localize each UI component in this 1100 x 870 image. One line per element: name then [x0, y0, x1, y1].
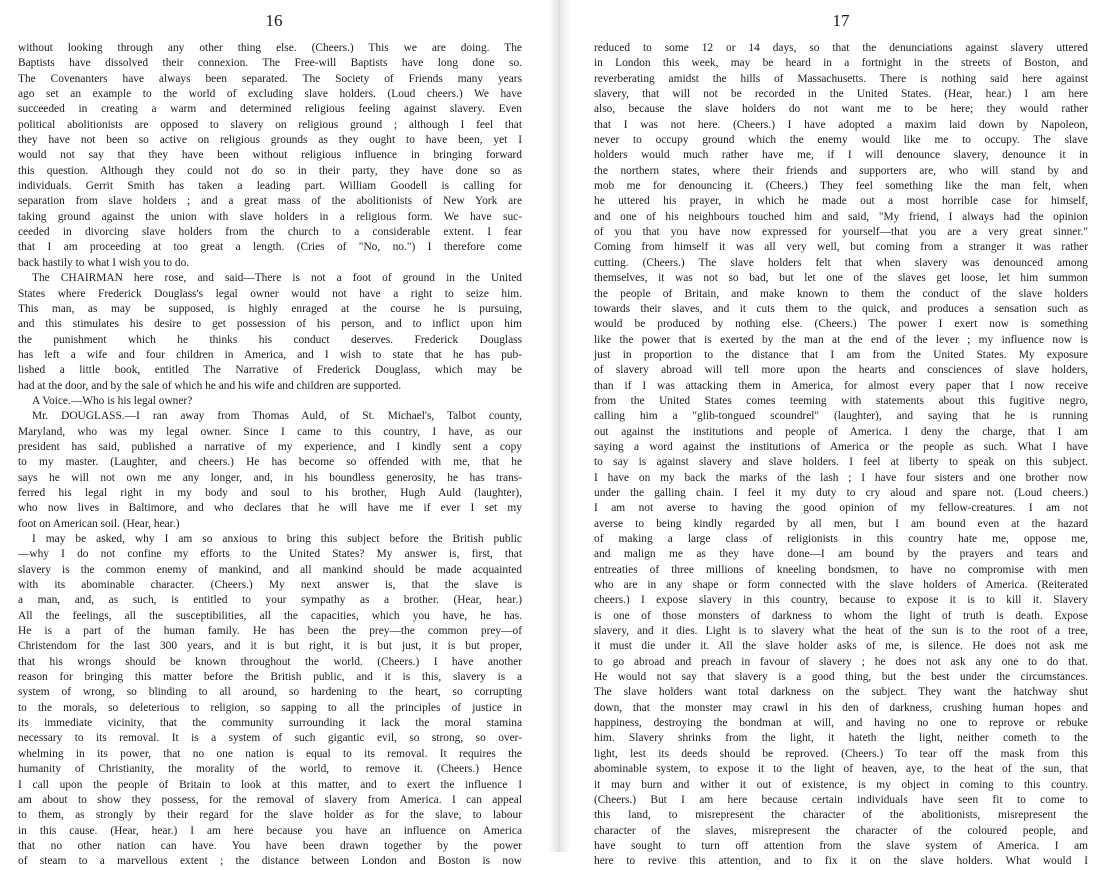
- text-line: calling him a "glib-tongued scoundrel" (laughter), and saying that he is running: [594, 410, 1088, 423]
- text-line: that no other nation can have. You have been drawn together by the power: [18, 839, 522, 852]
- text-line: of you that you have now expressed for yourself—that you are a very great sinner.": [594, 226, 1088, 239]
- text-line: succeeded in creating a warm and determined religious feeling against slavery. Even: [18, 103, 522, 116]
- text-line: a man, and, as such, is entitled to your sympathy as a brother. (Hear, hear.): [18, 594, 522, 607]
- text-line: slavery, that will not be recorded in the United States. (Hear, hear.) I am here: [594, 88, 1088, 101]
- text-line: He is a part of the human family. He has been the prey—the common prey—of: [18, 625, 522, 638]
- text-line: of steam to a marvellous extent ; the distance between London and Boston is now: [18, 855, 522, 868]
- page-number-left: 16: [265, 11, 283, 30]
- text-line: never to occupy ground which the enemy would like me to occupy. The slave: [594, 134, 1088, 147]
- text-line: lished a little book, entitled The Narrative of Frederick Douglass, which may be: [18, 364, 522, 377]
- text-line: I am not averse to having the good opinion of my fellow-creatures. I am not: [594, 502, 1088, 515]
- text-line: foot on American soil. (Hear, hear.): [18, 517, 180, 530]
- text-line: Mr. DOUGLASS.—I ran away from Thomas Auld, of St. Michael's, Talbot county,: [32, 410, 522, 423]
- text-line: cheers.) I expose slavery in this country, because to expose it is to kill it. Slavery: [594, 594, 1088, 607]
- right-page-text: [594, 41, 1088, 870]
- text-line: to them, as strongly by their regard for the slave holder as for the slave, to labour: [18, 809, 522, 822]
- text-line: than if I was attacking them in America, for almost every paper that I now receive: [594, 379, 1088, 392]
- text-line: ceeded in divorcing slave holders from the church to a considerable extent. I fear: [18, 226, 522, 239]
- text-line: with its abominable character. (Cheers.) My next answer is, that the slave is: [18, 579, 522, 592]
- text-line: I have on my back the marks of the lash ; I have four sisters and one brother now: [594, 471, 1088, 484]
- text-line: slavery, and it dies. Light is to slavery what the heat of the sun is to the root of a tree,: [594, 625, 1088, 638]
- text-line: to say is against slavery and slave holders. I feel at liberty to speak on this subject.: [594, 456, 1088, 469]
- text-line: whelming in its power, that no one nation is equal to its removal. It requires the: [18, 747, 522, 760]
- text-line: that I was not here. (Cheers.) I have adopted a maxim laid down by Napoleon,: [594, 118, 1088, 131]
- text-line: The Covenanters have always been separated. The Society of Friends many years: [18, 72, 522, 85]
- text-line: saying a word against the institutions of America or the people as such. What I have: [594, 440, 1088, 453]
- text-line: reduced to some 12 or 14 days, so that the denunciations against slavery uttered: [594, 42, 1088, 54]
- left-page-text: [18, 41, 522, 870]
- text-line: I may be asked, why I am so anxious to bring this subject before the British public: [32, 533, 522, 545]
- text-line: to go abroad and preach in favour of slavery ; he does not ask any one to do that.: [594, 655, 1088, 668]
- text-line: back hastily to what I wish you to do.: [18, 256, 190, 269]
- page-number-right: 17: [832, 11, 850, 30]
- book-gutter: [548, 0, 570, 852]
- text-line: averse to being kindly regarded by all men, but I am bound even at the hazard: [594, 517, 1088, 530]
- text-line: would not say that they have been without religious influence in bringing forward: [18, 149, 522, 162]
- text-line: Baptists have dissolved their connexion. The Free-will Baptists have long done so.: [18, 57, 522, 70]
- text-line: taking ground against the union with slave holders in a religious form. We have suc-: [18, 210, 522, 223]
- text-line: holders would much rather have me, if I will denounce slavery, denounce it in: [594, 149, 1088, 162]
- text-line: has left a wife and four children in America, and I wish to state that he has pub-: [18, 348, 522, 361]
- text-line: This man, as may be supposed, is highly enraged at the course he is pursuing,: [18, 302, 522, 315]
- text-line: of making a large class of religionists in this country hate me, oppose me,: [594, 533, 1088, 545]
- text-line: it may burn and wither it out of existence, is my object in coming to this country.: [594, 778, 1088, 791]
- text-line: (Cheers.) But I am here because certain individuals have seen fit to come to: [594, 793, 1088, 806]
- text-line: have sought to turn off attention from the slave system of America. I am: [594, 839, 1088, 852]
- text-line: to the morals, so deleterious to religion, so sapping to all the principles of justice in: [18, 701, 522, 714]
- text-line: reverberating amidst the hills of Massachusetts. There is nothing said here against: [594, 72, 1088, 85]
- text-line: am about to show they possess, for the removal of slavery from America. I can appeal: [18, 793, 522, 806]
- text-line: The CHAIRMAN here rose, and said—There is not a foot of ground in the United: [32, 272, 522, 285]
- right-page: [594, 0, 1088, 868]
- text-line: from the United States comes teeming with statements about this fugitive negro,: [594, 394, 1088, 407]
- text-line: here to revive this attention, and to fix it on the slave holders. What would I: [594, 855, 1088, 868]
- text-line: political abolitionists are opposed to slavery on religious ground ; although I feel that: [18, 118, 522, 131]
- text-line: he uttered his prayer, in which he made out a most horrible case for himself,: [594, 195, 1088, 208]
- text-line: light, lest its deeds should be reproved. (Cheers.) To tear off the mask from this: [594, 747, 1088, 760]
- text-line: He would not say that slavery is a good thing, but the best under the circumstances.: [594, 671, 1088, 684]
- text-line: necessary to its removal. It is a system of such gigantic evil, so strong, so over-: [18, 732, 522, 745]
- text-line: ago set an example to the world of excluding slave holders. (Loud cheers.) We have: [18, 88, 522, 101]
- text-line: who are in any shape or form connected with the slave holders of America. (Reiterated: [594, 579, 1088, 592]
- text-line: towards their slaves, and it cuts them to the quick, and produces a sensation such as: [594, 302, 1088, 315]
- text-line: him. Slavery shrinks from the light, it hateth the light, neither cometh to the: [594, 732, 1088, 745]
- text-line: Christendom for the last 300 years, and it is but right, it is but just, it is but proper,: [18, 640, 522, 653]
- text-line: president has said, published a narrative of my experience, and I kindly sent a copy: [18, 440, 522, 453]
- text-line: that his wrongs should be known throughout the world. (Cheers.) I have another: [18, 655, 522, 668]
- text-line: —why I do not confine my efforts to the United States? My answer is, first, that: [18, 548, 522, 561]
- text-line: Coming from himself it was all very well, but coming from a stranger it was rather: [594, 241, 1088, 254]
- text-line: happiness, destroying the bondman at will, and having no one to reprove or rebuke: [594, 717, 1088, 730]
- text-line: of slavery abroad will tell more upon the hearts and consciences of slave holders,: [594, 364, 1088, 377]
- text-line: themselves, it was not so bad, but let one of the slaves get loose, let him summon: [594, 272, 1088, 285]
- text-line: this land, to misrepresent the character of the abolitionists, misrepresent the: [594, 809, 1088, 822]
- text-line: also, because the slave holders do not want me to be here; they would rather: [594, 103, 1088, 116]
- text-line: is one of those monsters of darkness to whom the light of truth is death. Expose: [594, 609, 1088, 622]
- text-line: character of the slaves, misrepresent the character of the coloured people, and: [594, 824, 1088, 837]
- text-line: its immediate vicinity, that the community surrounding it lack the moral stamina: [18, 717, 522, 730]
- text-line: States where Frederick Douglass's legal owner would not have a right to seize him.: [18, 287, 522, 300]
- text-line: this question. Although they could not do so in their party, they have done so as: [18, 164, 522, 177]
- text-line: I call upon the people of Britain to look at this matter, and to exert the influence I: [18, 778, 522, 791]
- text-line: separation from slave holders ; and a great mass of the abolitionists of New York are: [18, 195, 522, 208]
- text-line: it must die under it. All the slave holder asks of me, is silence. He does not ask me: [594, 640, 1088, 653]
- text-line: and malign me as they have done—I am bound by the prayers and tears and: [594, 548, 1088, 561]
- text-line: system of wrong, so blinding to all around, so hardening to the heart, so corrupting: [18, 686, 522, 699]
- text-line: would be produced by nothing else. (Cheers.) The power I exert now is something: [594, 318, 1088, 331]
- text-line: ferred his legal right in my body and soul to his brother, Hugh Auld (laughter),: [18, 486, 522, 499]
- text-line: and one of his neighbours touched him and said, "My friend, I always had the opinion: [594, 210, 1088, 223]
- text-line: A Voice.—Who is his legal owner?: [32, 394, 193, 407]
- text-line: that I am proceeding at too great a length. (Cries of "No, no.") I therefore come: [18, 241, 522, 254]
- text-line: in London this week, may be heard in a fortnight in the streets of Boston, and: [594, 57, 1088, 70]
- left-page: [18, 0, 522, 868]
- text-line: Maryland, who was my legal owner. Since I came to this country, I have, as our: [18, 425, 522, 438]
- text-line: cutting. (Cheers.) The slave holders felt that when slavery was denounced among: [594, 256, 1088, 269]
- text-line: out against the institutions and people of America. I deny the charge, that I am: [594, 425, 1088, 438]
- text-line: All the feelings, all the susceptibilities, all the capacities, which you have, he has.: [18, 609, 522, 622]
- text-line: just in proportion to the distance that I am from the United States. My exposure: [594, 348, 1088, 361]
- text-line: slavery is the common enemy of mankind, and all mankind should be made acquainted: [18, 563, 522, 576]
- text-line: entreaties of three millions of kneeling bondsmen, to have no compromise with men: [594, 563, 1088, 576]
- text-line: mob me for denouncing it. (Cheers.) They feel something like the man felt, when: [594, 180, 1088, 193]
- text-line: The slave holders want total darkness on the subject. They want the hatchway shut: [594, 686, 1088, 699]
- text-line: the punishment which he thinks his conduct deserves. Frederick Douglass: [18, 333, 522, 346]
- text-line: under the galling chain. I feel it my duty to cry aloud and spare not. (Loud cheers.): [594, 486, 1088, 499]
- text-line: who now lives in Baltimore, and who declares that he will have me if ever I set my: [18, 502, 522, 515]
- text-line: reason for bringing this matter before the British public, and it is this, slavery is a: [18, 671, 522, 684]
- text-line: abominable system, to expose it to the light of heaven, aye, to the heat of the sun, that: [594, 763, 1088, 776]
- text-line: down, that the monster may crawl in his den of darkness, crushing human hopes and: [594, 701, 1088, 714]
- text-line: individuals. Gerrit Smith has taken a leading part. William Goodell is calling for: [18, 180, 522, 193]
- text-line: the northern states, where their friends and supporters are, who will stand by and: [594, 164, 1088, 177]
- text-line: had at the door, and by the sale of which he and his wife and children are supported.: [18, 379, 402, 392]
- text-line: humanity of Christianity, the morality of the world, to remove it. (Cheers.) Hence: [18, 763, 522, 776]
- text-line: they have not been so active on religious grounds as they ought to have been, yet I: [18, 134, 522, 147]
- text-line: to my master. (Laughter, and cheers.) He has become so offended with me, that he: [18, 456, 522, 469]
- text-line: without looking through any other thing else. (Cheers.) This we are doing. The: [18, 42, 522, 54]
- text-line: like the power that is exerted by the man at the end of the lever ; my influence now is: [594, 333, 1088, 346]
- text-line: and this stimulates his desire to get possession of his person, and to inflict upon him: [18, 318, 522, 331]
- text-line: says he will not own me any longer, and, in his boundless generosity, he has trans-: [18, 471, 522, 484]
- text-line: in this cause. (Hear, hear.) I am here because you have an influence on America: [18, 824, 522, 837]
- text-line: the people of Britain, and make known to them the conduct of the slave holders: [594, 287, 1088, 300]
